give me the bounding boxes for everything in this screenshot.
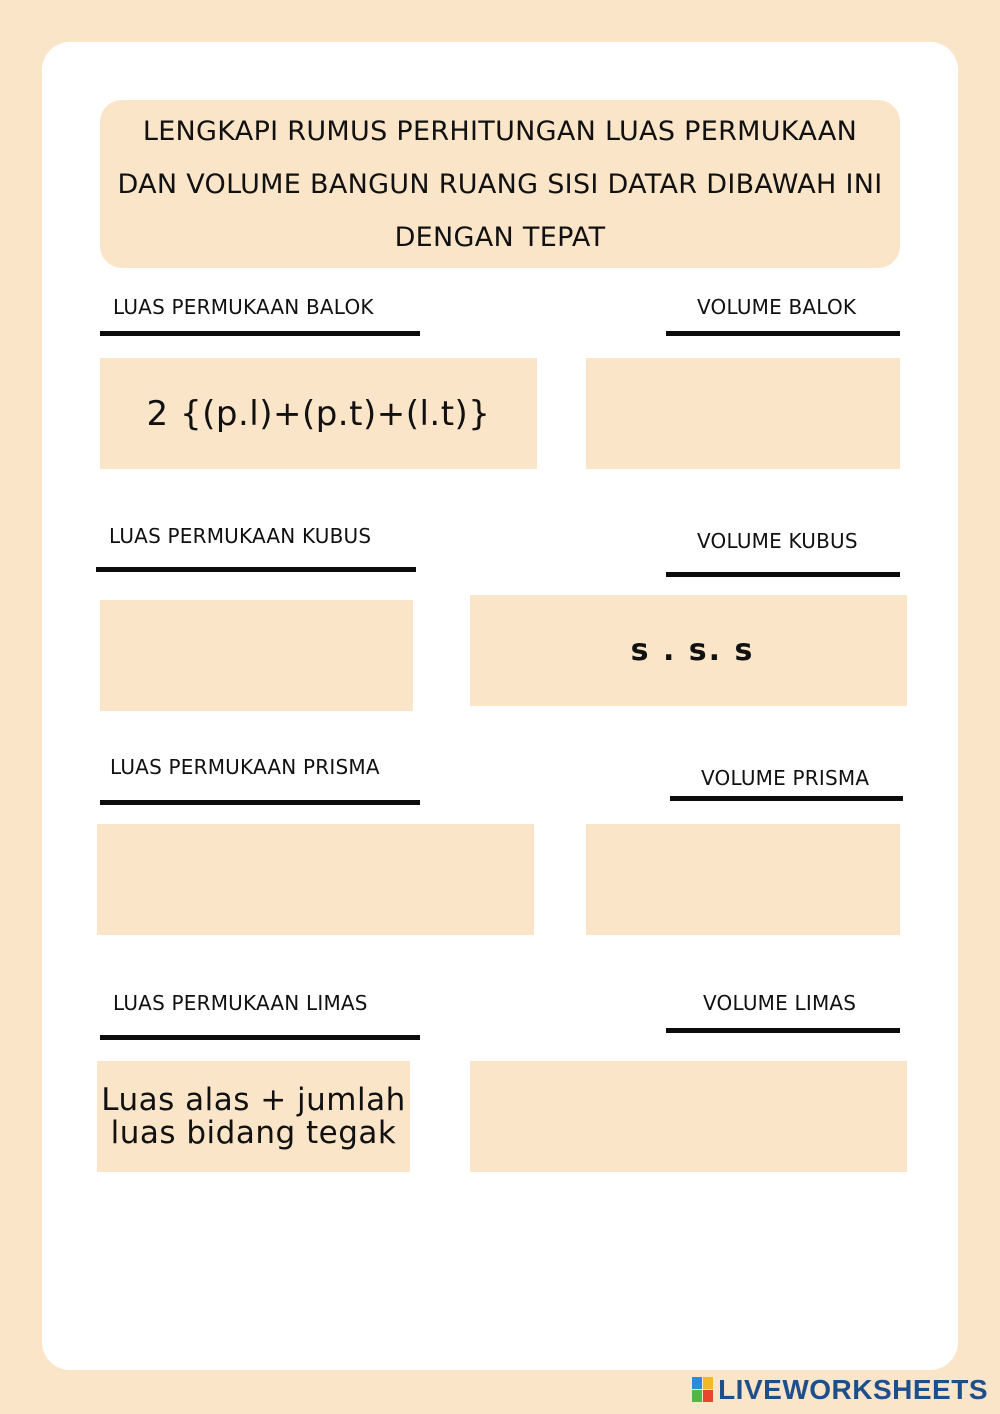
answer-box-volume-kubus[interactable] bbox=[470, 595, 907, 706]
label-volume-kubus: VOLUME KUBUS bbox=[697, 529, 858, 553]
label-luas-permukaan-limas: LUAS PERMUKAAN LIMAS bbox=[113, 991, 368, 1015]
underline-luas-permukaan-limas bbox=[100, 1035, 420, 1040]
answer-box-volume-prisma[interactable] bbox=[586, 824, 900, 935]
answer-box-luas-permukaan-limas[interactable] bbox=[97, 1061, 410, 1172]
answer-box-luas-permukaan-prisma[interactable] bbox=[97, 824, 534, 935]
label-volume-limas: VOLUME LIMAS bbox=[703, 991, 857, 1015]
underline-luas-permukaan-balok bbox=[100, 331, 420, 336]
instruction-banner bbox=[100, 100, 900, 268]
underline-luas-permukaan-prisma bbox=[100, 800, 420, 805]
answer-box-luas-permukaan-kubus[interactable] bbox=[100, 600, 413, 711]
liveworksheets-brand bbox=[692, 1374, 988, 1406]
liveworksheets-logo-icon bbox=[692, 1377, 714, 1403]
answer-volume-kubus: s . s. s bbox=[630, 633, 755, 668]
underline-luas-permukaan-kubus bbox=[96, 567, 416, 572]
underline-volume-limas bbox=[666, 1028, 900, 1033]
answer-luas-permukaan-limas-line-1: Luas alas + jumlah bbox=[101, 1081, 406, 1118]
label-luas-permukaan-balok: LUAS PERMUKAAN BALOK bbox=[113, 295, 374, 319]
underline-volume-kubus bbox=[666, 572, 900, 577]
answer-luas-permukaan-limas-line-2: luas bidang tegak bbox=[110, 1114, 397, 1151]
label-volume-balok: VOLUME BALOK bbox=[697, 295, 857, 319]
liveworksheets-wordmark: LIVEWORKSHEETS bbox=[718, 1374, 988, 1405]
answer-luas-permukaan-balok: 2 {(p.l)+(p.t)+(l.t)} bbox=[146, 393, 491, 434]
answer-box-luas-permukaan-balok[interactable] bbox=[100, 358, 537, 469]
answer-box-volume-limas[interactable] bbox=[470, 1061, 907, 1172]
answer-luas-permukaan-limas bbox=[101, 1081, 406, 1151]
label-luas-permukaan-prisma: LUAS PERMUKAAN PRISMA bbox=[110, 755, 380, 779]
underline-volume-prisma bbox=[670, 796, 903, 801]
label-volume-prisma: VOLUME PRISMA bbox=[701, 766, 870, 790]
answer-box-volume-balok[interactable] bbox=[586, 358, 900, 469]
label-luas-permukaan-kubus: LUAS PERMUKAAN KUBUS bbox=[109, 524, 372, 548]
instruction-text: LENGKAPI RUMUS PERHITUNGAN LUAS PERMUKAAN DAN VOLUME BANGUN RUANG SISI DATAR DIBAWAH INI DENGAN TEPAT bbox=[117, 115, 883, 253]
underline-volume-balok bbox=[666, 331, 900, 336]
